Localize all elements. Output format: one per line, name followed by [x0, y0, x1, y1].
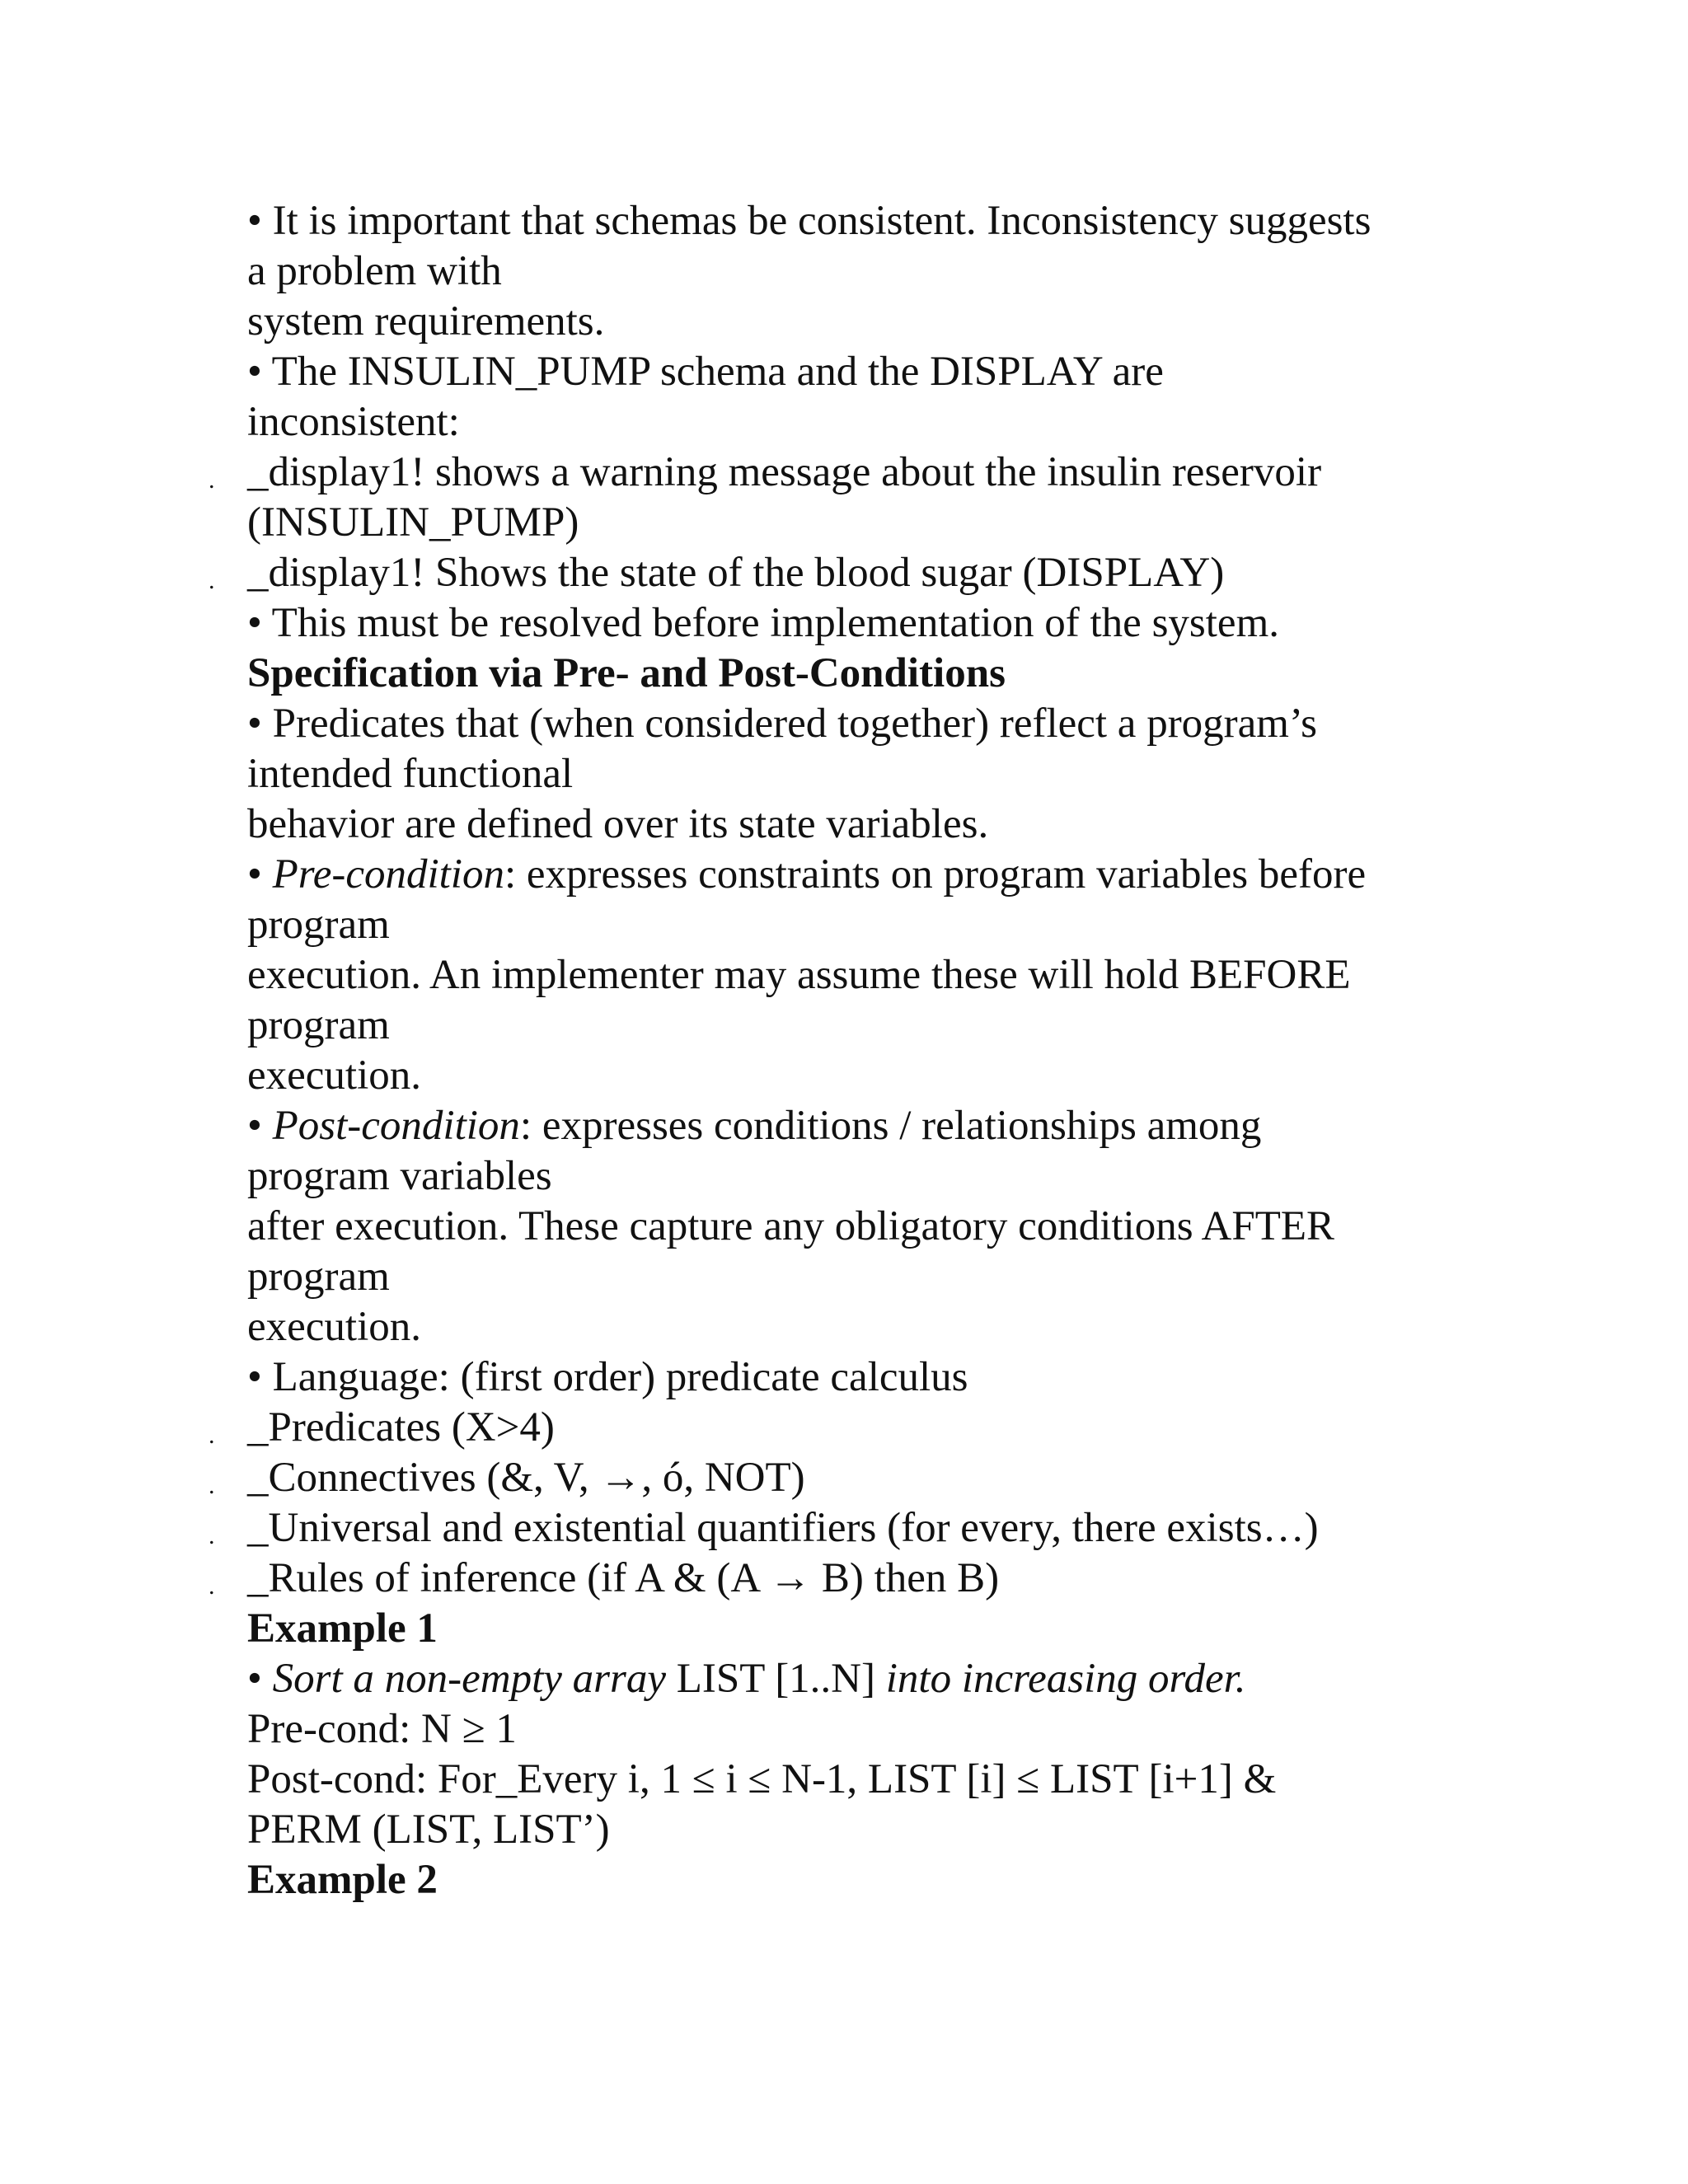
- text-line: Pre-cond: N ≥ 1: [247, 1706, 517, 1752]
- text-span: _display1! Shows the state of the blood sugar (DISPLAY): [247, 550, 1225, 596]
- sub-bullet-line: [209, 1403, 1451, 1453]
- text-line: program: [247, 1002, 390, 1048]
- text-span: LIST [1..N]: [676, 1656, 875, 1702]
- sub-bullet-marker: .: [209, 1422, 215, 1449]
- sub-bullet-line: [209, 1554, 1451, 1604]
- sub-bullet-marker: .: [209, 1472, 215, 1499]
- text-span: _Connectives (&, V, →, ó, NOT): [247, 1455, 805, 1501]
- text-line: [247, 1101, 1451, 1151]
- text-line: execution.: [247, 1052, 421, 1099]
- text-line: PERM (LIST, LIST’): [247, 1807, 610, 1853]
- text-span-italic: Sort a non-empty array: [272, 1656, 666, 1702]
- bullet-glyph: •: [247, 1103, 262, 1149]
- bullet-glyph: •: [247, 851, 262, 898]
- text-span: _Rules of inference (if A & (A → B) then B): [247, 1555, 1000, 1601]
- text-line: (INSULIN_PUMP): [247, 499, 579, 546]
- text-span: : expresses conditions / relationships among: [519, 1103, 1262, 1149]
- text-line: system requirements.: [247, 298, 605, 344]
- term-pre-condition: Pre-condition: [272, 851, 504, 898]
- text-span: _display1! shows a warning message about the insulin reservoir: [247, 449, 1322, 495]
- text-line: • Language: (first order) predicate calculus: [247, 1354, 968, 1400]
- text-line: after execution. These capture any obligatory conditions AFTER: [247, 1203, 1335, 1249]
- text-span: _Universal and existential quantifiers (for every, there exists…): [247, 1505, 1319, 1551]
- example-heading: Example 1: [247, 1605, 438, 1652]
- text-line: program: [247, 902, 390, 948]
- sub-bullet-line: [209, 1453, 1451, 1503]
- sub-bullet-line: [209, 548, 1451, 598]
- text-line: [247, 1654, 1451, 1704]
- sub-bullet-marker: .: [209, 466, 215, 494]
- text-line: inconsistent:: [247, 399, 460, 445]
- term-post-condition: Post-condition: [272, 1103, 520, 1149]
- text-span: : expresses constraints on program variables before: [504, 851, 1367, 898]
- text-line: Post-cond: For_Every i, 1 ≤ i ≤ N-1, LIST [i] ≤ LIST [i+1] &: [247, 1756, 1277, 1802]
- sub-bullet-marker: .: [209, 567, 215, 594]
- text-line: • The INSULIN_PUMP schema and the DISPLAY are: [247, 349, 1164, 395]
- text-span-italic: into increasing order.: [885, 1656, 1246, 1702]
- sub-bullet-marker: .: [209, 1522, 215, 1549]
- text-line: behavior are defined over its state variables.: [247, 801, 989, 847]
- document-body: [209, 196, 1451, 1905]
- text-line: intended functional: [247, 751, 574, 797]
- text-line: program: [247, 1254, 390, 1300]
- example-heading: Example 2: [247, 1857, 438, 1903]
- text-line: execution. An implementer may assume these will hold BEFORE: [247, 952, 1351, 998]
- section-heading: Specification via Pre- and Post-Conditions: [247, 650, 1006, 696]
- text-line: program variables: [247, 1153, 552, 1199]
- text-line: [247, 850, 1451, 900]
- sub-bullet-line: [209, 1503, 1451, 1554]
- sub-bullet-line: [209, 448, 1451, 498]
- text-line: • This must be resolved before implementation of the system.: [247, 600, 1279, 646]
- bullet-glyph: •: [247, 1656, 262, 1702]
- text-line: a problem with: [247, 248, 502, 294]
- text-line: • It is important that schemas be consistent. Inconsistency suggests: [247, 198, 1372, 244]
- text-line: execution.: [247, 1304, 421, 1350]
- text-line: • Predicates that (when considered together) reflect a program’s: [247, 701, 1317, 747]
- text-span: _Predicates (X>4): [247, 1404, 555, 1451]
- sub-bullet-marker: .: [209, 1572, 215, 1600]
